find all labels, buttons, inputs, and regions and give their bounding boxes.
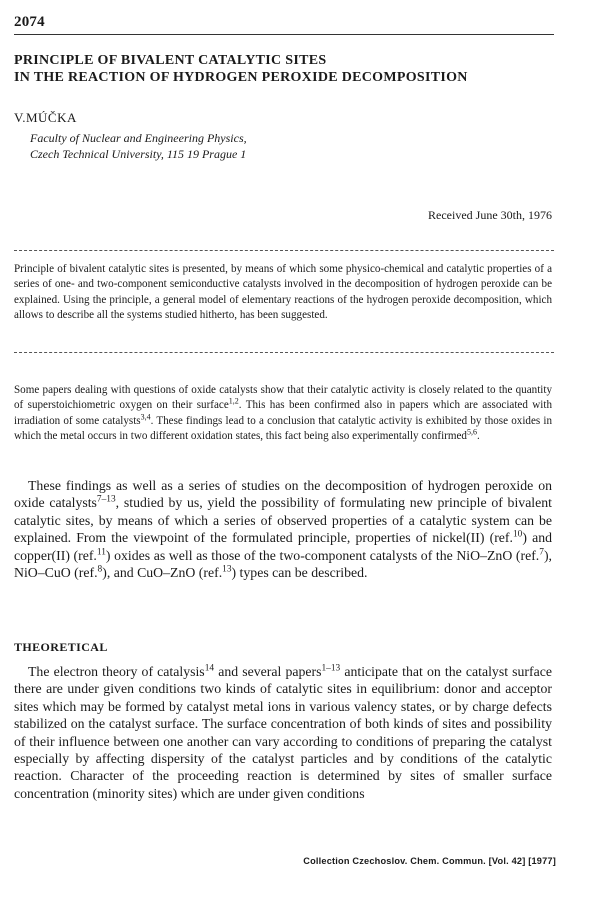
paragraph-text: ), and CuO–ZnO (ref. xyxy=(102,565,223,581)
affiliation-line-2: Czech Technical University, 115 19 Prague 1 xyxy=(30,147,247,161)
author-name: V.MÚČKA xyxy=(14,110,77,125)
title-line-2: IN THE REACTION OF HYDROGEN PEROXIDE DECOMPOSITION xyxy=(14,70,468,85)
citation: 5,6 xyxy=(466,427,477,437)
paragraph-text: , studied by us, yield the possibility of formulating new principle of bivalent catalytic sites, by means of which a series of observed properties of a catalytic system can be explained. From the viewpoint of the formulated principle, properties of nickel(II) (ref. xyxy=(14,495,553,546)
abstract-top-rule xyxy=(14,250,554,251)
author-affiliation xyxy=(30,130,247,162)
body-paragraph-2 xyxy=(14,663,552,802)
intro-text: . This has been confirmed also in papers which are associated with irradiation of some catalysts xyxy=(14,399,552,427)
article-title xyxy=(14,52,574,86)
citation: 8 xyxy=(97,564,103,575)
citation: 1–13 xyxy=(321,663,341,674)
paragraph-text: ) and copper(II) (ref. xyxy=(14,530,552,563)
intro-paragraph xyxy=(14,383,552,444)
paragraph-text: ), NiO–CuO (ref. xyxy=(14,547,552,581)
intro-text: . xyxy=(476,429,480,442)
paragraph-text: The electron theory of catalysis xyxy=(28,664,205,679)
citation: 7 xyxy=(539,547,544,558)
body-paragraph-1 xyxy=(14,477,552,581)
paragraph-text: ) oxides as well as those of the two-component catalysts of the NiO–ZnO (ref. xyxy=(105,547,540,563)
intro-text: Some papers dealing with questions of oxide catalysts show that their catalytic activity is closely related to the quantity of superstoichiometric oxygen on their surface xyxy=(14,384,552,412)
citation: 13 xyxy=(222,564,232,575)
paragraph-text: These findings as well as a series of studies on the decomposition of hydrogen peroxide on oxide catalysts xyxy=(14,478,552,511)
citation: 7–13 xyxy=(96,494,116,505)
citation: 10 xyxy=(512,529,523,540)
citation: 14 xyxy=(204,663,215,674)
paragraph-text: anticipate that on the catalyst surface there are under given conditions two kinds of catalytic sites in equilibrium: donor and acceptor sites which may be formed by catalyst metal ions in various valency states, or by charge defects stabilized on the catalyst surface. The surface concentration of both kinds of sites and possibility of their influence between one another can vary according to conditions of preparing the catalyst especially by affecting dispersity of the catalyst particles and by conditions of the catalytic reaction. Character of the proceeding reaction is determined by sites of smaller surface concentration (minority sites) which are under given conditions xyxy=(14,664,552,801)
section-heading: THEORETICAL xyxy=(14,640,108,654)
citation: 3,4 xyxy=(140,411,151,421)
abstract: Principle of bivalent catalytic sites is presented, by means of which some physico-chemical and catalytic properties of a series of one- and two-component semiconductive catalysts involved in the decomposition of hydrogen peroxide can be explained. Using the principle, a general model of elementary reactions of the hydrogen peroxide decomposition, which allows to describe all the systems studied hitherto, has been suggested. xyxy=(14,263,552,321)
paragraph-text: and several papers xyxy=(214,664,322,679)
citation: 11 xyxy=(96,547,106,558)
intro-text: . These findings lead to a conclusion that catalytic activity is exhibited by those oxides in which the metal occurs in two different oxidation states, this fact being also experimentally confirmed xyxy=(14,414,552,442)
received-date: Received June 30th, 1976 xyxy=(428,208,552,222)
top-rule xyxy=(14,34,554,35)
citation: 1,2 xyxy=(228,396,239,406)
affiliation-line-1: Faculty of Nuclear and Engineering Physics, xyxy=(30,131,247,145)
title-line-1: PRINCIPLE OF BIVALENT CATALYTIC SITES xyxy=(14,53,327,68)
abstract-bottom-rule xyxy=(14,352,554,353)
journal-footer: Collection Czechoslov. Chem. Commun. [Vol. 42] [1977] xyxy=(303,856,556,866)
page-number: 2074 xyxy=(14,14,45,30)
paragraph-text: ) types can be described. xyxy=(231,565,368,581)
